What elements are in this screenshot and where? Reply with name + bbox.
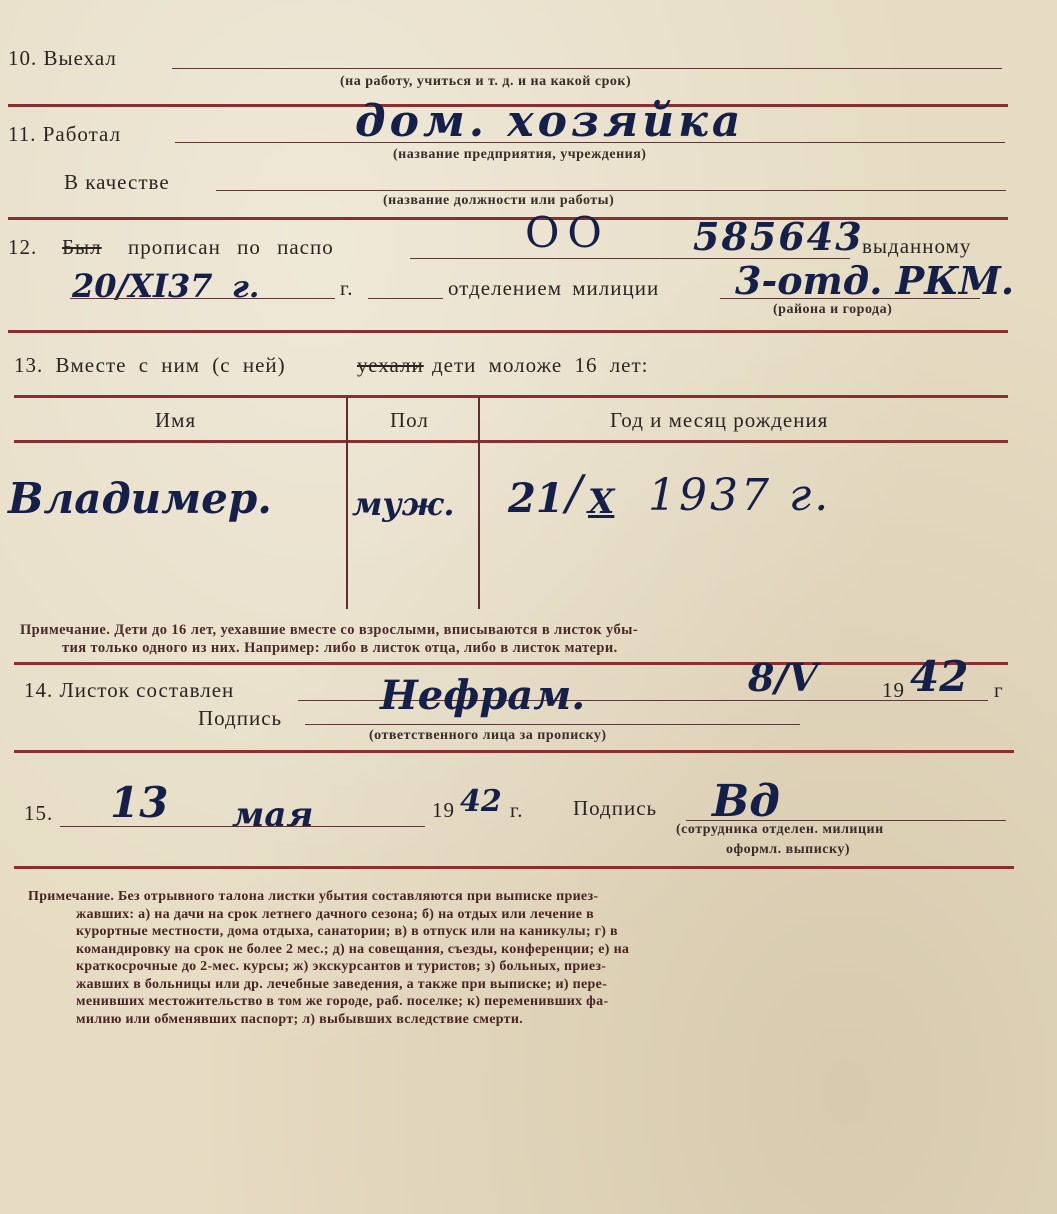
child-name: Владимер.: [8, 474, 272, 523]
field-15-year-prefix: 19: [432, 798, 455, 822]
field-12-date-line: [70, 298, 335, 299]
table-top-border: [14, 395, 1008, 398]
field-15-date-line: [60, 826, 425, 827]
footnote-line-4: командировку на срок не более 2 мес.; д) на совещания, съезды, конференции; е) на: [76, 941, 630, 957]
field-14-sign-line: [305, 724, 800, 725]
field-11-hint: (название предприятия, учреждения): [393, 147, 647, 162]
table-note-line-2: тия только одного из них. Например: либо в листок отца, либо в листок матери.: [62, 640, 618, 656]
field-12-struck-word: Был: [62, 235, 102, 259]
field-12-g-hand: г.: [232, 270, 260, 305]
field-12-number: 12.: [8, 235, 38, 259]
field-13-prefix: 13. Вместе с ним (с ней): [14, 353, 286, 377]
field-12-by-label: отделением милиции: [448, 276, 660, 300]
field-15-label: 15.: [24, 801, 54, 825]
field-10-line: [172, 68, 1002, 69]
field-14-label: 14. Листок составлен: [24, 678, 235, 702]
field-12-dept-line: [720, 298, 980, 299]
child-sex: муж.: [352, 485, 455, 523]
field-11-line: [175, 142, 1005, 143]
divider-14: [14, 750, 1014, 753]
field-10-label: 10. Выехал: [8, 46, 117, 70]
field-14-g: г: [994, 678, 1004, 702]
field-11-value: дом. хозяйка: [355, 96, 745, 147]
field-14-hint: (ответственного лица за прописку): [369, 728, 607, 743]
field-12-hint: (района и города): [773, 302, 893, 317]
divider-15: [14, 866, 1014, 869]
footnote-line-7: менивших местожительство в том же городе, раб. поселке; к) переменивших фа-: [76, 994, 609, 1009]
field-14-sign-label: Подпись: [198, 706, 283, 730]
field-12-label: прописан по паспо: [128, 235, 334, 259]
child-dob-day: 21: [508, 475, 564, 522]
footnote: [28, 888, 1018, 1028]
field-15-hint-2: оформл. выписку): [726, 842, 851, 857]
passport-series: ОО: [525, 208, 610, 257]
field-13-rest: дети моложе 16 лет:: [432, 353, 649, 377]
field-15-sign-line: [686, 820, 1006, 821]
field-11-label: 11. Работал: [8, 122, 122, 146]
footnote-line-2: жавших: а) на дачи на срок летнего дачного сезона; б) на отдых или лечение в: [76, 906, 594, 922]
field-12-issued: выданному: [862, 234, 972, 258]
field-12-g: г.: [340, 276, 354, 300]
table-note-line-1: Примечание. Дети до 16 лет, уехавшие вместе со взрослыми, вписываются в листок убы-: [20, 622, 639, 638]
field-10-hint: (на работу, учиться и т. д. и на какой срок): [340, 74, 632, 89]
child-dob-month: X: [588, 482, 615, 522]
child-dob-slash: /: [566, 465, 583, 521]
field-15-day: 13: [110, 778, 169, 827]
divider-13: [14, 662, 1008, 665]
police-department: 3-отд. РКМ.: [735, 258, 1015, 303]
table-header-name: Имя: [155, 408, 197, 432]
footnote-line-5: краткосрочные до 2-мес. курсы; ж) экскурсантов и туристов; з) больных, приез-: [76, 959, 607, 974]
field-15-hint-1: (сотрудника отделен. милиции: [676, 822, 884, 837]
divider-12: [8, 330, 1008, 333]
field-12-g-line: [368, 298, 443, 299]
table-col-divider-1: [346, 397, 348, 609]
footnote-line-6: жавших в больницы или др. лечебные заведения, а также при выписке; и) пере-: [76, 976, 608, 992]
field-14-date: 8/V: [748, 655, 818, 700]
table-col-divider-2: [478, 397, 480, 609]
passport-number: 585643: [693, 214, 864, 259]
field-14-year-prefix: 19: [882, 678, 905, 702]
child-dob-year: 1937 г.: [648, 470, 832, 521]
field-11-as-hint: (название должности или работы): [383, 193, 615, 208]
footnote-line-1: Примечание. Без отрывного талона листки убытия составляются при выписке приез-: [28, 889, 599, 904]
field-11-as-line: [216, 190, 1006, 191]
field-14-signature: Нефрам.: [380, 672, 586, 719]
table-header-dob: Год и месяц рождения: [610, 408, 829, 432]
table-header-sex: Пол: [390, 408, 429, 432]
footnote-line-3: курортные местности, дома отдыха, санатории; в) в отпуск или на каникулы; г) в: [76, 924, 618, 939]
field-14-year-suffix: 42: [910, 652, 969, 701]
field-15-year-suffix: 42: [460, 784, 502, 819]
field-15-month: мая: [232, 795, 314, 835]
footnote-line-8: милию или обменявших паспорт; л) выбывших вследствие смерти.: [76, 1011, 523, 1027]
field-15-g: г.: [510, 798, 524, 822]
table-header-border: [14, 440, 1008, 443]
passport-issue-date: 20/XI37: [72, 267, 213, 305]
field-11-as-label: В качестве: [64, 170, 170, 194]
field-15-sign-label: Подпись: [573, 796, 658, 820]
field-15-signature: Вд: [712, 776, 780, 827]
field-13-struck-word: уехали: [357, 353, 424, 377]
